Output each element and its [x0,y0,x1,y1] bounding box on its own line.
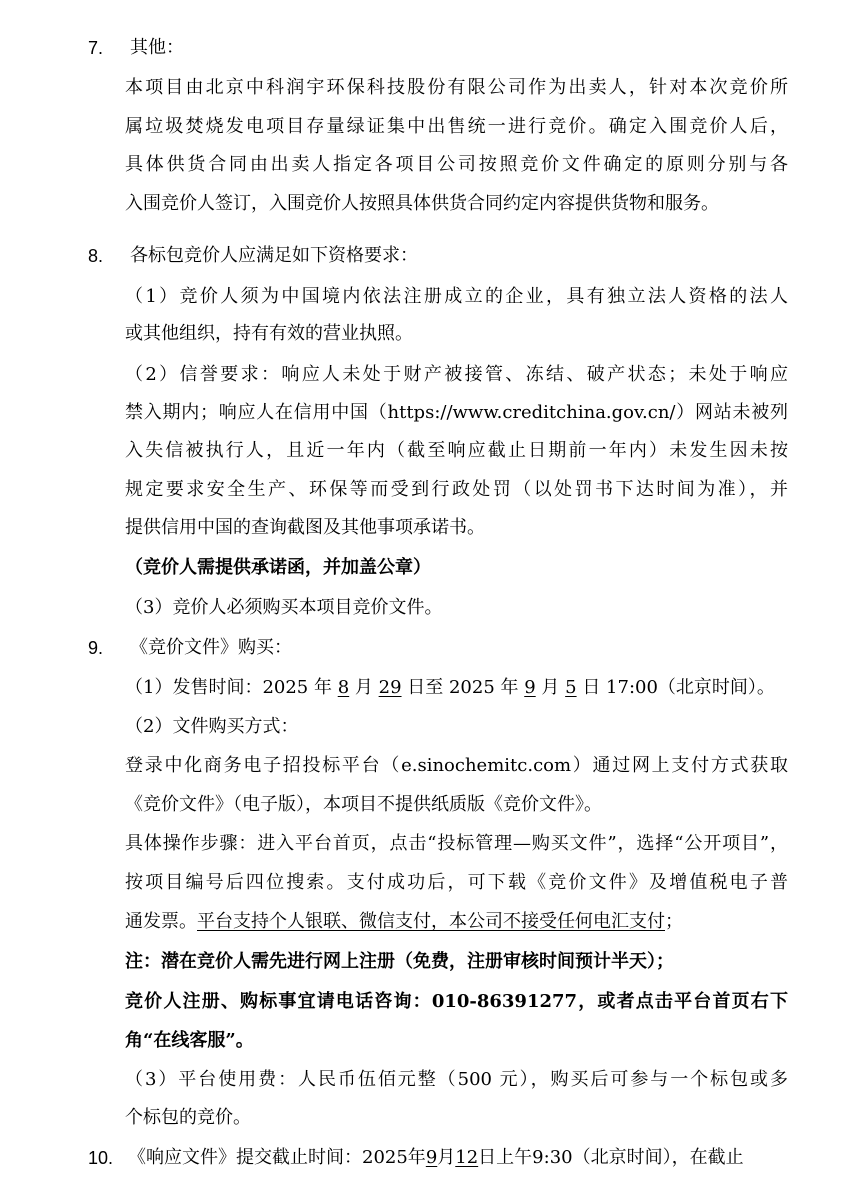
text-line: 个标包的竞价。 [125,1107,251,1128]
text-line: 禁入期内；响应人在信用中国（https://www.creditchina.gov.cn/）网站未被列 [125,402,788,423]
text-line: （3）平台使用费：人民币伍佰元整（500 元），购买后可参与一个标包或多 [125,1069,788,1090]
section-number: 10. [88,1148,114,1168]
text-fragment: 《响应文件》提交截止时间：2025年 [128,1147,426,1168]
text-line: 规定要求安全生产、环保等而受到行政处罚（以处罚书下达时间为准），并 [125,479,788,500]
text-line: （2）信誉要求：响应人未处于财产被接管、冻结、破产状态；未处于响应 [125,364,788,385]
deadline-month: 9 [425,1147,438,1168]
paragraph-line [0,787,863,823]
text-line: 入围竞价人签订，入围竞价人按照具体供货合同约定内容提供货物和服务。 [125,193,719,214]
bold-note: （竞价人需提供承诺函，并加盖公章） [125,557,431,578]
section-number: 9. [88,638,104,658]
text-line: （2）文件购买方式： [125,716,299,737]
sale-start-day: 29 [378,677,402,698]
paragraph-line [0,826,863,862]
text-line: 具体供货合同由出卖人指定各项目公司按照竞价文件确定的原则分别与各 [125,154,788,175]
section-number: 7. [88,38,104,58]
registration-note: 注：潜在竞价人需先进行网上注册（免费，注册审核时间预计半天）； [125,951,674,972]
bold-note-line [0,944,863,980]
text-line [125,904,683,940]
section-10-heading [0,1140,863,1176]
text-line: 属垃圾焚烧发电项目存量绿证集中出售统一进行竞价。确定入围竞价人后， [125,116,788,137]
text-line: 具体操作步骤：进入平台首页，点击“投标管理—购买文件”，选择“公开项目”， [125,833,788,854]
bold-note-line [0,984,863,1020]
online-service-note: 角“在线客服”。 [125,1030,254,1051]
bold-note-line [0,550,863,586]
sale-end-day: 5 [565,677,577,698]
text-line: 《竞价文件》（电子版），本项目不提供纸质版《竞价文件》。 [125,794,602,815]
section-title: 《竞价文件》购买： [130,637,292,658]
paragraph-line [0,147,863,183]
text-fragment: 月 [437,1147,456,1168]
paragraph-line [0,186,863,222]
section-8-heading [0,238,863,274]
text-line: （1）竞价人须为中国境内依法注册成立的企业，具有独立法人资格的法人 [125,286,788,307]
paragraph-line [0,472,863,508]
text-line: 或其他组织，持有有效的营业执照。 [125,323,413,344]
section-title: 各标包竞价人应满足如下资格要求： [130,245,418,266]
paragraph-line [0,904,863,940]
paragraph-line [0,279,863,315]
contact-phone-note: 竞价人注册、购标事宜请电话咨询：010-86391277，或者点击平台首页右下 [125,991,788,1012]
paragraph-line [0,865,863,901]
text-line: 按项目编号后四位搜索。支付成功后，可下载《竞价文件》及增值税电子普 [125,872,788,893]
payment-notice-underlined: 平台支持个人银联、微信支付，本公司不接受任何电汇支付 [197,911,665,932]
paragraph-line [0,709,863,745]
paragraph-line [0,433,863,469]
paragraph-line [0,1062,863,1098]
text-fragment: 月 [535,677,566,698]
sale-start-month: 8 [337,677,350,698]
paragraph-line [0,70,863,106]
sale-time-prefix: （1）发售时间：2025 年 [125,677,338,698]
paragraph-line [0,590,863,626]
text-fragment: 日上午9:30（北京时间），在截止 [478,1147,744,1168]
paragraph-line [0,748,863,784]
text-fragment: ； [665,911,683,932]
text-line: 入失信被执行人，且近一年内（截至响应截止日期前一年内）未发生因未按 [125,440,788,461]
deadline-day: 12 [455,1147,479,1168]
sale-time-line [0,670,863,706]
paragraph-line [0,1100,863,1136]
text-line: 登录中化商务电子招投标平台（e.sinochemitc.com）通过网上支付方式获取 [125,755,788,776]
sale-end-month: 9 [524,677,536,698]
text-line: 提供信用中国的查询截图及其他事项承诺书。 [125,517,485,538]
section-number: 8. [88,246,104,266]
text-fragment: 月 [349,677,379,698]
text-fragment: 日至 2025 年 [401,677,525,698]
paragraph-line [0,395,863,431]
section-title: 其他： [130,37,184,58]
paragraph-line [0,109,863,145]
section-7-heading [0,30,863,66]
submission-deadline-text [128,1140,744,1176]
text-fragment: 通发票。 [125,911,197,932]
text-fragment: 日 17:00（北京时间）。 [576,677,775,698]
text-line: （3）竞价人必须购买本项目竞价文件。 [125,597,443,618]
text-line: 本项目由北京中科润宇环保科技股份有限公司作为出卖人，针对本次竞价所 [125,77,788,98]
bold-note-line [0,1023,863,1059]
paragraph-line [0,357,863,393]
sale-time-text [125,670,775,706]
paragraph-line [0,510,863,546]
section-9-heading [0,630,863,666]
paragraph-line [0,316,863,352]
